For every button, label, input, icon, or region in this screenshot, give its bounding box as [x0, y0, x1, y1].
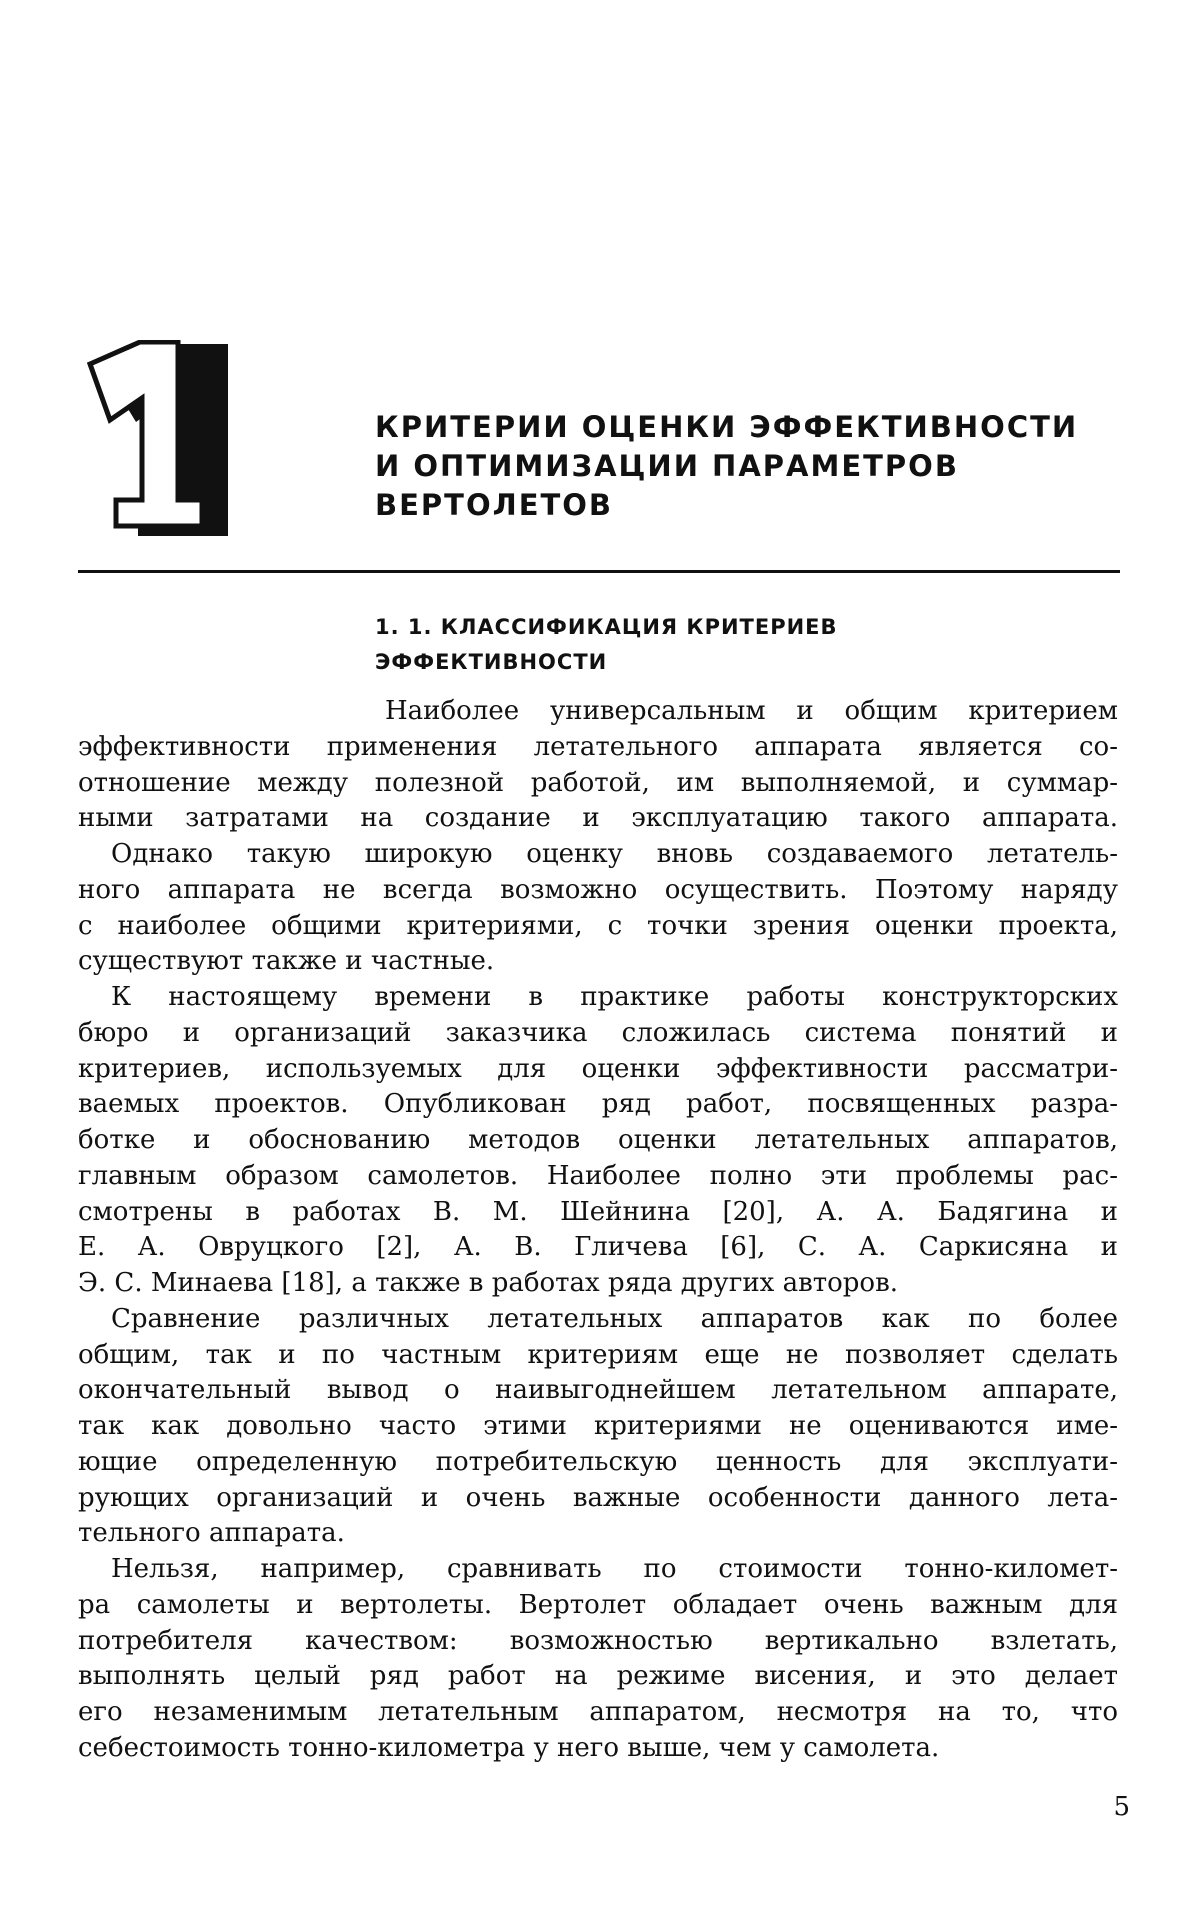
text-line: ющие определенную потребительскую ценность для эксплуати-	[78, 1446, 1118, 1477]
text-line: так как довольно часто этими критериями не оцениваются име-	[78, 1411, 1118, 1441]
text-line: окончательный вывод о наивыгоднейшем летательном аппарате,	[78, 1375, 1118, 1406]
text-line: выполнять целый ряд работ на режиме висения, и это делает	[78, 1661, 1118, 1692]
text-line: смотрены в работах В. М. Шейнина [20], А. А. Бадягина и	[78, 1196, 1118, 1227]
paragraph	[78, 694, 1118, 837]
paragraph	[78, 837, 1118, 980]
text-line: ботке и обоснованию методов оценки летательных аппаратов,	[78, 1125, 1118, 1155]
chapter-title	[375, 408, 1135, 525]
text-line: Э. С. Минаева [18], а также в работах ряда других авторов.	[78, 1268, 898, 1298]
page-number: 5	[1113, 1792, 1130, 1822]
chapter-title-line: И ОПТИМИЗАЦИИ ПАРАМЕТРОВ	[375, 449, 959, 483]
text-line: Наиболее универсальным и общим критерием	[385, 696, 1118, 726]
paragraph	[78, 1552, 1118, 1767]
text-line: рующих организаций и очень важные особенности данного лета-	[78, 1482, 1118, 1513]
text-line: себестоимость тонно-километра у него выше, чем у самолета.	[78, 1732, 940, 1763]
text-line: ра самолеты и вертолеты. Вертолет обладает очень важным для	[78, 1589, 1118, 1620]
section-title-line: 1. 1. КЛАССИФИКАЦИЯ КРИТЕРИЕВ	[375, 615, 838, 639]
chapter-title-line: КРИТЕРИИ ОЦЕНКИ ЭФФЕКТИВНОСТИ	[375, 410, 1079, 444]
chapter-title-line: ВЕРТОЛЕТОВ	[375, 488, 614, 522]
text-line: с наиболее общими критериями, с точки зрения оценки проекта,	[78, 910, 1118, 941]
text-line: главным образом самолетов. Наиболее полно эти проблемы рас-	[78, 1160, 1118, 1191]
text-line: ными затратами на создание и эксплуатацию такого аппарата.	[78, 803, 1118, 834]
text-line: Е. А. Овруцкого [2], А. В. Гличева [6], С. А. Саркисяна и	[78, 1232, 1118, 1263]
text-line: Сравнение различных летательных аппаратов как по более	[111, 1303, 1118, 1334]
text-line: существуют также и частные.	[78, 946, 495, 977]
text-line: общим, так и по частным критериям еще не позволяет сделать	[78, 1339, 1118, 1370]
text-line: отношение между полезной работой, им выполняемой, и суммар-	[78, 767, 1118, 798]
text-line: бюро и организаций заказчика сложилась система понятий и	[78, 1017, 1118, 1048]
text-line: ваемых проектов. Опубликован ряд работ, посвященных разра-	[78, 1089, 1118, 1120]
text-line: ного аппарата не всегда возможно осуществить. Поэтому наряду	[78, 874, 1118, 905]
chapter-divider	[78, 570, 1120, 573]
text-line: Нельзя, например, сравнивать по стоимости тонно-километ-	[111, 1554, 1118, 1584]
text-line: К настоящему времени в практике работы конструкторских	[111, 982, 1118, 1012]
text-line: эффективности применения летательного аппарата является со-	[78, 731, 1118, 762]
text-line: его незаменимым летательным аппаратом, несмотря на то, что	[78, 1697, 1118, 1727]
paragraph	[78, 1302, 1118, 1552]
paragraph	[78, 980, 1118, 1302]
text-line: Однако такую широкую оценку вновь создаваемого летатель-	[111, 839, 1118, 869]
chapter-number-one	[78, 340, 258, 540]
section-title-line: ЭФФЕКТИВНОСТИ	[375, 650, 608, 674]
text-line: критериев, используемых для оценки эффективности рассматри-	[78, 1053, 1118, 1084]
text-line: тельного аппарата.	[78, 1518, 345, 1549]
text-line: потребителя качеством: возможностью вертикально взлетать,	[78, 1625, 1118, 1656]
section-title	[375, 610, 1075, 680]
body-text	[78, 694, 1118, 1767]
